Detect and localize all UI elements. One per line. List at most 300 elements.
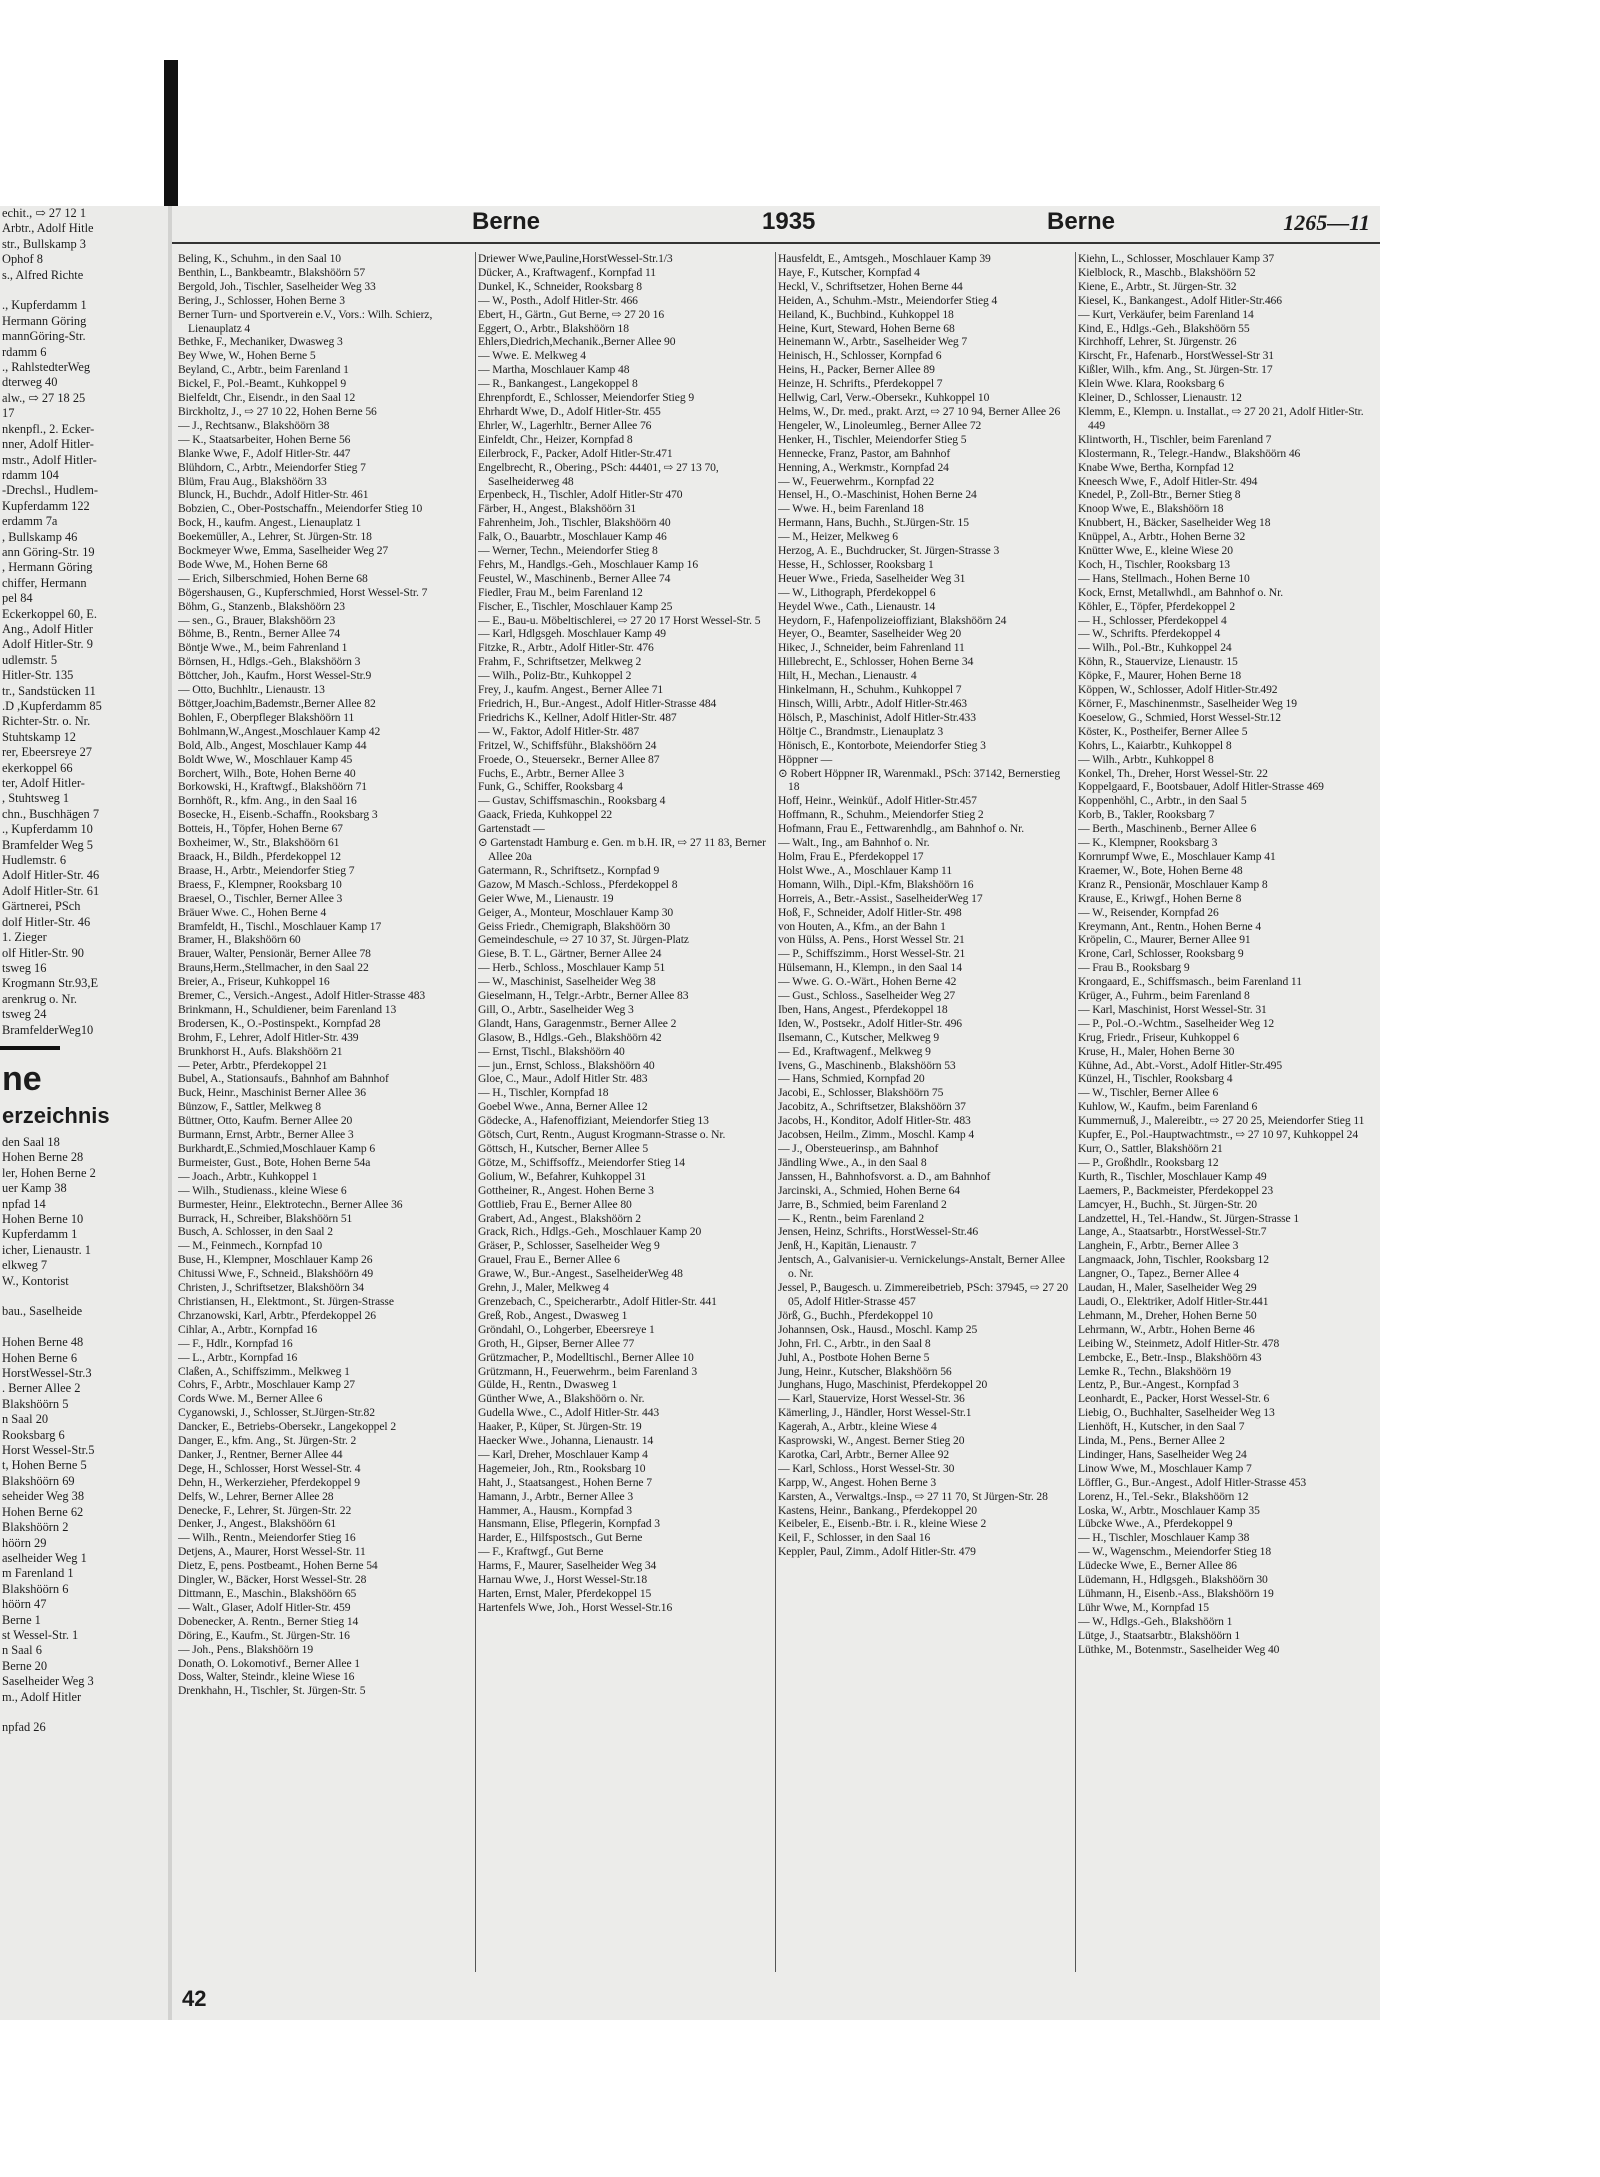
- directory-entry: Gudella Wwe., C., Adolf Hitler-Str. 443: [478, 1406, 660, 1420]
- directory-entry: Döring, E., Kaufm., St. Jürgen-Str. 16: [178, 1628, 350, 1642]
- directory-entry: Gaack, Frieda, Kuhkoppel 22: [478, 808, 613, 822]
- directory-entry: — W., Reisender, Kornpfad 26: [1078, 905, 1219, 919]
- directory-entry: Fitzke, R., Arbtr., Adolf Hitler-Str. 476: [478, 641, 654, 655]
- directory-entry: Lentz, P., Bur.-Angest., Kornpfad 3: [1078, 1378, 1239, 1392]
- directory-entry: Herzog, A. E., Buchdrucker, St. Jürgen-Strasse 3: [778, 544, 1000, 558]
- directory-entry: Heydorn, F., Hafenpolizeioffiziant, Blakshöörn 24: [778, 613, 1007, 627]
- directory-entry: — W., Wagenschm., Meiendorfer Stieg 18: [1078, 1545, 1272, 1559]
- directory-entry: Langhein, F., Arbtr., Berner Allee 3: [1078, 1239, 1239, 1253]
- previous-page-line: Hohen Berne 28: [2, 1150, 84, 1165]
- directory-entry: Löffler, G., Bur.-Angest., Adolf Hitler-Strasse 453: [1078, 1475, 1307, 1489]
- directory-entry: Holm, Frau E., Pferdekoppel 17: [778, 849, 924, 863]
- directory-entry: Giese, B. T. L., Gärtner, Berner Allee 24: [478, 947, 662, 961]
- directory-column-1: [178, 252, 474, 1698]
- previous-page-line: Rooksbarg 6: [2, 1427, 65, 1442]
- previous-page-lines-top: [0, 206, 168, 1038]
- previous-page-line: Blakshöörn 2: [2, 1520, 69, 1535]
- previous-page-line: Gärtnerei, PSch: [2, 899, 81, 914]
- directory-entry: Dancker, E., Betriebs-Obersekr., Langekoppel 2: [178, 1420, 397, 1434]
- previous-page-line: rdamm 6: [2, 344, 47, 359]
- directory-entry: — W., Hdlgs.-Geh., Blakshöörn 1: [1078, 1614, 1233, 1628]
- directory-entry: — P., Pol.-O.-Wchtm., Saselheider Weg 12: [1078, 1016, 1275, 1030]
- directory-entry: Heinemann W., Arbtr., Saselheider Weg 7: [778, 335, 968, 349]
- directory-entry: Lorenz, H., Tel.-Sekr., Blakshöörn 12: [1078, 1489, 1249, 1503]
- previous-page-line: Hermann Göring: [2, 313, 87, 328]
- directory-entry: Gräser, P., Schlosser, Saselheider Weg 9: [478, 1239, 660, 1253]
- directory-entry: Bock, H., kaufm. Angest., Lienauplatz 1: [178, 516, 362, 530]
- directory-entry: Jarre, B., Schmied, beim Farenland 2: [778, 1197, 947, 1211]
- directory-entry: Kleiner, D., Schlosser, Lienaustr. 12: [1078, 391, 1242, 405]
- previous-page-line: seheider Weg 38: [2, 1489, 85, 1504]
- directory-entry: — Wwe. G. O.-Wärt., Hohen Berne 42: [778, 975, 957, 989]
- directory-entry: Christen, J., Schriftsetzer, Blakshöörn 34: [178, 1281, 364, 1295]
- directory-entry: Burmann, Ernst, Arbtr., Berner Allee 3: [178, 1128, 354, 1142]
- directory-entry: Grawe, W., Bur.-Angest., SaselheiderWeg 48: [478, 1267, 683, 1281]
- previous-page-line: dterweg 40: [2, 375, 58, 390]
- directory-entry: Gill, O., Arbtr., Saselheider Weg 3: [478, 1002, 634, 1016]
- previous-page-line: 1. Zieger: [2, 930, 47, 945]
- previous-page-line: pel 84: [2, 591, 33, 606]
- directory-entry: Funk, G., Schiffer, Rooksbarg 4: [478, 780, 623, 794]
- previous-page-line: chiffer, Hermann: [2, 575, 87, 590]
- directory-entry: Kraemer, W., Bote, Hohen Berne 48: [1078, 863, 1243, 877]
- directory-entry: Breier, A., Friseur, Kuhkoppel 16: [178, 975, 330, 989]
- directory-entry: Linda, M., Pens., Berner Allee 2: [1078, 1434, 1225, 1448]
- directory-entry: Groth, H., Gipser, Berner Allee 77: [478, 1336, 635, 1350]
- directory-entry: Göttsch, H., Kutscher, Berner Allee 5: [478, 1142, 649, 1155]
- previous-page-line: HorstWessel-Str.3: [2, 1366, 92, 1381]
- directory-entry: Helms, W., Dr. med., prakt. Arzt, ⇨ 27 10 94, Berner Allee 26: [778, 404, 1061, 418]
- directory-entry: Leonhardt, E., Packer, Horst Wessel-Str. 6: [1078, 1392, 1270, 1406]
- directory-entry: — W., Schrifts. Pferdekoppel 4: [1078, 627, 1221, 641]
- directory-entry: Holst Wwe., A., Moschlauer Kamp 11: [778, 863, 953, 877]
- directory-entry: Golium, W., Befahrer, Kuhkoppel 31: [478, 1169, 647, 1183]
- previous-page-line: Ophof 8: [2, 252, 43, 267]
- directory-entry: Hesse, H., Schlosser, Rooksbarg 1: [778, 557, 934, 571]
- directory-entry: Lindinger, Hans, Saselheider Weg 24: [1078, 1447, 1247, 1461]
- directory-entry: Bethke, F., Mechaniker, Dwasweg 3: [178, 335, 343, 349]
- previous-page-line: Saselheider Weg 3: [2, 1674, 94, 1689]
- directory-entry: Jacobs, H., Konditor, Adolf Hitler-Str. 483: [778, 1114, 971, 1128]
- directory-entry: Böhm, G., Stanzenb., Blakshöörn 23: [178, 599, 345, 613]
- directory-entry: Heydel Wwe., Cath., Lienaustr. 14: [778, 599, 936, 613]
- previous-page-line: s., Alfred Richte: [2, 267, 84, 282]
- directory-entry: Lühmann, H., Eisenb.-Ass., Blakshöörn 19: [1078, 1587, 1274, 1600]
- directory-entry: — Hans, Schmied, Kornpfad 20: [778, 1072, 925, 1086]
- previous-page-line: tsweg 16: [2, 960, 47, 975]
- previous-page-line: tsweg 24: [2, 1007, 47, 1022]
- previous-page-line: nner, Adolf Hitler-: [2, 437, 94, 452]
- previous-page-line: Adolf Hitler-Str. 46: [2, 868, 100, 883]
- directory-entry: Knütter Wwe, E., kleine Wiese 20: [1078, 544, 1233, 558]
- directory-entry: Greß, Rob., Angest., Dwasweg 1: [478, 1308, 628, 1322]
- directory-entry: Gatermann, R., Schriftsetz., Kornpfad 9: [478, 863, 660, 877]
- directory-entry: — P., Schiffszimm., Horst Wessel-Str. 21: [778, 947, 966, 961]
- directory-entry: — Wilh., Arbtr., Kuhkoppel 8: [1078, 752, 1214, 766]
- directory-entry: Bielfeldt, Chr., Eisendr., in den Saal 12: [178, 391, 356, 405]
- directory-column-2: [478, 252, 774, 1615]
- directory-entry: Jarcinski, A., Schmied, Hohen Berne 64: [778, 1183, 960, 1197]
- previous-page-line: ann Göring-Str. 19: [2, 544, 95, 559]
- previous-page-line: höörn 29: [2, 1535, 47, 1550]
- directory-entry: — Wilh., Poliz-Btr., Kuhkoppel 2: [478, 669, 632, 683]
- directory-entry: — Karl, Schloss., Horst Wessel-Str. 30: [778, 1461, 955, 1475]
- directory-entry: Heyer, O., Beamter, Saselheider Weg 20: [778, 627, 962, 641]
- directory-entry: Harder, E., Hilfspostsch., Gut Berne: [478, 1531, 643, 1545]
- directory-entry: Ivens, G., Maschinenb., Blakshöörn 53: [778, 1058, 956, 1072]
- directory-entry: Kind, E., Hdlgs.-Geh., Blakshöörn 55: [1078, 321, 1250, 335]
- directory-entry: Geier Wwe, M., Lienaustr. 19: [478, 891, 614, 905]
- directory-entry: Gottlieb, Frau E., Berner Allee 80: [478, 1197, 632, 1211]
- previous-page-line: ., Kupferdamm 10: [2, 822, 93, 837]
- previous-page-line: Hohen Berne 10: [2, 1211, 84, 1226]
- directory-entry: Bohlen, F., Oberpfleger Blakshöörn 11: [178, 710, 355, 724]
- directory-entry: Hausfeldt, E., Amtsgeh., Moschlauer Kamp 39: [778, 252, 991, 265]
- directory-entry: Harten, Ernst, Maler, Pferdekoppel 15: [478, 1587, 652, 1600]
- directory-entry: — F., Kraftwgf., Gut Berne: [478, 1545, 604, 1559]
- previous-page-line: ., RahlstedterWeg: [2, 360, 91, 375]
- directory-entry: Haye, F., Kutscher, Kornpfad 4: [778, 265, 920, 279]
- directory-entry: Hermann, Hans, Buchh., St.Jürgen-Str. 15: [778, 516, 969, 530]
- directory-entry: — Ernst, Tischl., Blakshöörn 40: [478, 1044, 625, 1058]
- directory-entry: Dietz, E, pens. Postbeamt., Hohen Berne 54: [178, 1559, 378, 1573]
- directory-entry: Böhme, B., Rentn., Berner Allee 74: [178, 627, 341, 641]
- directory-entry: Karpp, W., Angest. Hohen Berne 3: [778, 1475, 937, 1489]
- directory-entry: Lienhöft, H., Kutscher, in den Saal 7: [1078, 1420, 1245, 1434]
- directory-entry: — H., Schlosser, Pferdekoppel 4: [1078, 613, 1227, 627]
- directory-entry: Köster, K., Postheifer, Berner Allee 5: [1078, 724, 1248, 738]
- directory-entry: Grack, Rich., Hdlgs.-Geh., Moschlauer Kamp 20: [478, 1225, 702, 1239]
- directory-entry: — H., Tischler, Moschlauer Kamp 38: [1078, 1531, 1250, 1545]
- directory-entry: Buck, Heinr., Maschinist Berner Allee 36: [178, 1086, 366, 1100]
- directory-entry: Brunkhorst H., Aufs. Blakshöörn 21: [178, 1044, 343, 1058]
- directory-entry: Dücker, A., Kraftwagenf., Kornpfad 11: [478, 265, 656, 279]
- directory-entry: Günther Wwe, A., Blakshöörn o. Nr.: [478, 1392, 645, 1406]
- directory-entry: Bobzien, C., Ober-Postschaffn., Meiendorfer Stieg 10: [178, 502, 423, 516]
- directory-entry: Haht, J., Staatsangest., Hohen Berne 7: [478, 1475, 652, 1489]
- directory-entry: Brohm, F., Lehrer, Adolf Hitler-Str. 439: [178, 1030, 359, 1044]
- previous-page-line: Krogmann Str.93,E: [2, 976, 99, 991]
- directory-entry: Köhler, E., Töpfer, Pferdekoppel 2: [1078, 599, 1236, 613]
- directory-entry: — Wilh., Studienass., kleine Wiese 6: [178, 1183, 347, 1197]
- directory-entry: ⊙ Robert Höppner IR, Warenmakl., PSch: 37142, Bernerstieg 18: [778, 766, 1061, 794]
- previous-page-line: -Drechsl., Hudlem-: [2, 483, 98, 498]
- directory-entry: Krone, Carl, Schlosser, Rooksbarg 9: [1078, 947, 1244, 961]
- directory-entry: Jacobsen, Heilm., Zimm., Moschl. Kamp 4: [778, 1128, 975, 1142]
- directory-entry: Braack, H., Bildh., Pferdekoppel 12: [178, 849, 341, 863]
- previous-page-line: mstr., Adolf Hitler-: [2, 452, 97, 467]
- directory-column-4: [1078, 252, 1374, 1657]
- previous-page-line: nkenpfl., 2. Ecker-: [2, 421, 95, 436]
- previous-page-rule: [0, 1046, 60, 1050]
- directory-entry: — W., Maschinist, Saselheider Weg 38: [478, 975, 656, 989]
- directory-entry: Knabe Wwe, Bertha, Kornpfad 12: [1078, 460, 1234, 474]
- directory-entry: Kuhlow, W., Kaufm., beim Farenland 6: [1078, 1100, 1258, 1114]
- directory-entry: Cords Wwe. M., Berner Allee 6: [178, 1392, 323, 1406]
- directory-entry: Blanke Wwe, F., Adolf Hitler-Str. 447: [178, 446, 351, 460]
- directory-entry: Jacobi, E., Schlosser, Blakshöörn 75: [778, 1086, 944, 1100]
- directory-entry: Heuer Wwe., Frieda, Saselheider Weg 31: [778, 571, 966, 585]
- directory-entry: Kornrumpf Wwe, E., Moschlauer Kamp 41: [1078, 849, 1276, 863]
- directory-entry: Lütge, J., Staatsarbtr., Blakshöörn 1: [1078, 1628, 1241, 1642]
- directory-entry: Kastens, Heinr., Bankang., Pferdekoppel 20: [778, 1503, 977, 1517]
- header-rule: [172, 242, 1380, 244]
- directory-entry: Borchert, Wilh., Bote, Hohen Berne 40: [178, 766, 356, 780]
- directory-entry: Grabert, Ad., Angest., Blakshöörn 2: [478, 1211, 641, 1225]
- directory-entry: Koppenhöhl, C., Arbtr., in den Saal 5: [1078, 794, 1247, 808]
- directory-entry: Burrack, H., Schreiber, Blakshöörn 51: [178, 1211, 353, 1225]
- directory-entry: — P., Großhdlr., Rooksbarg 12: [1078, 1155, 1219, 1169]
- directory-entry: Gartenstadt —: [478, 822, 545, 836]
- directory-entry: Keil, F., Schlosser, in den Saal 16: [778, 1531, 931, 1545]
- directory-entry: Jessel, P., Baugesch. u. Zimmereibetrieb, PSch: 37945, ⇨ 27 20 05, Adolf Hitler-Strasse 457: [778, 1281, 1069, 1308]
- directory-entry: Grauel, Frau E., Berner Allee 6: [478, 1253, 620, 1267]
- directory-entry: Burkhardt,E.,Schmied,Moschlauer Kamp 6: [178, 1142, 376, 1155]
- directory-entry: Kock, Ernst, Metallwhdl., am Bahnhof o. Nr.: [1078, 585, 1283, 599]
- directory-entry: Götsch, Curt, Rentn., August Krogmann-Strasse o. Nr.: [478, 1128, 726, 1142]
- directory-entry: Dehn, H., Werkerzieher, Pferdekoppel 9: [178, 1475, 360, 1489]
- directory-entry: Cohrs, F., Arbtr., Moschlauer Kamp 27: [178, 1378, 355, 1392]
- directory-entry: Ebert, H., Gärtn., Gut Berne, ⇨ 27 20 16: [478, 307, 665, 321]
- directory-entry: Fuchs, E., Arbtr., Berner Allee 3: [478, 766, 625, 780]
- directory-entry: Jändling Wwe., A., in den Saal 8: [778, 1155, 927, 1169]
- previous-page-line: olf Hitler-Str. 90: [2, 945, 85, 960]
- directory-entry: Delfs, W., Lehrer, Berner Allee 28: [178, 1489, 334, 1503]
- directory-entry: Boxheimer, W., Str., Blakshöörn 61: [178, 836, 340, 850]
- directory-entry: — Peter, Arbtr., Pferdekoppel 21: [178, 1058, 328, 1072]
- previous-page-line: n Saal 20: [2, 1412, 49, 1427]
- directory-entry: — Wilh., Pol.-Btr., Kuhkoppel 24: [1078, 641, 1232, 655]
- header-page-number: 1265—11: [1283, 210, 1370, 235]
- directory-entry: Dege, H., Schlosser, Horst Wessel-Str. 4: [178, 1461, 361, 1475]
- previous-page-line: Arbtr., Adolf Hitle: [2, 221, 94, 236]
- directory-entry: — M., Heizer, Melkweg 6: [778, 530, 898, 544]
- directory-entry: Lüdemann, H., Hdlgsgeh., Blakshöörn 30: [1078, 1573, 1268, 1587]
- previous-page-line: Ang., Adolf Hitler: [2, 621, 93, 636]
- directory-entry: Braesel, O., Tischler, Berner Allee 3: [178, 891, 343, 905]
- directory-entry: Janssen, H., Bahnhofsvorst. a. D., am Bahnhof: [778, 1169, 991, 1183]
- directory-entry: Heins, H., Packer, Berner Allee 89: [778, 363, 935, 377]
- directory-entry: Blunck, H., Buchdr., Adolf Hitler-Str. 461: [178, 488, 369, 502]
- directory-entry: Böntje Wwe., M., beim Fahrenland 1: [178, 641, 348, 655]
- directory-entry: — Walt., Ing., am Bahnhof o. Nr.: [778, 836, 930, 850]
- directory-entry: Hinsch, Willi, Arbtr., Adolf Hitler-Str.463: [778, 697, 967, 710]
- directory-entry: Koppelgaard, F., Bootsbauer, Adolf Hitler-Strasse 469: [1078, 780, 1324, 794]
- directory-entry: ⊙ Gartenstadt Hamburg e. Gen. m b.H. IR, ⇨ 27 11 83, Berner Allee 20a: [478, 836, 766, 863]
- directory-entry: Kneesch Wwe, F., Adolf Hitler-Str. 494: [1078, 474, 1258, 488]
- directory-entry: Hölsch, P., Maschinist, Adolf Hitler-Str.433: [778, 710, 976, 724]
- directory-entry: Klostermann, R., Telegr.-Handw., Blakshöörn 46: [1078, 446, 1301, 460]
- directory-entry: Böttger,Joachim,Bademstr.,Berner Allee 82: [178, 697, 376, 710]
- directory-entry: Brauer, Walter, Pensionär, Berner Allee 78: [178, 947, 371, 961]
- previous-page-line: höörn 47: [2, 1597, 47, 1612]
- previous-page-line: .D ,Kupferdamm 85: [2, 699, 102, 713]
- directory-entry: Loska, W., Arbtr., Moschlauer Kamp 35: [1078, 1503, 1260, 1517]
- previous-page-line: npfad 14: [2, 1196, 46, 1211]
- directory-entry: — M., Feinmech., Kornpfad 10: [178, 1239, 323, 1253]
- previous-page-line: . Berner Allee 2: [2, 1381, 81, 1396]
- directory-entry: — Hans, Stellmach., Hohen Berne 10: [1078, 571, 1250, 585]
- directory-entry: — jun., Ernst, Schloss., Blakshöörn 40: [478, 1058, 655, 1072]
- directory-entry: Detjens, A., Maurer, Horst Wessel-Str. 11: [178, 1545, 366, 1559]
- directory-entry: Hoß, F., Schneider, Adolf Hitler-Str. 498: [778, 905, 962, 919]
- directory-entry: — F., Hdlr., Kornpfad 16: [178, 1336, 293, 1350]
- directory-entry: Dittmann, E., Maschin., Blakshöörn 65: [178, 1587, 357, 1600]
- previous-page-line: Kupferdamm 1: [2, 1227, 78, 1242]
- directory-entry: Blühdorn, C., Arbtr., Meiendorfer Stieg 7: [178, 460, 366, 474]
- directory-entry: Langner, O., Tapez., Berner Allee 4: [1078, 1267, 1240, 1281]
- previous-page-subheading: erzeichnis: [2, 1102, 110, 1128]
- directory-entry: — J., Obersteuerinsp., am Bahnhof: [778, 1142, 939, 1155]
- previous-page-line: Blakshöörn 5: [2, 1396, 69, 1411]
- directory-entry: Jacobitz, A., Schriftsetzer, Blakshöörn 37: [778, 1100, 966, 1114]
- directory-entry: Drenkhahn, H., Tischler, St. Jürgen-Str. 5: [178, 1684, 366, 1698]
- previous-page-line: Richter-Str. o. Nr.: [2, 714, 91, 729]
- directory-entry: Knüppel, A., Arbtr., Hohen Berne 32: [1078, 530, 1246, 544]
- directory-entry: Lehrmann, W., Arbtr., Hohen Berne 46: [1078, 1322, 1255, 1336]
- directory-entry: Gemeindeschule, ⇨ 27 10 37, St. Jürgen-Platz: [478, 933, 689, 947]
- directory-entry: Engelbrecht, R., Obering., PSch: 44401, ⇨ 27 13 70, Saselheiderweg 48: [478, 460, 719, 488]
- previous-page-line: tr., Sandstücken 11: [2, 683, 96, 698]
- directory-entry: — H., Tischler, Kornpfad 18: [478, 1086, 609, 1100]
- previous-page-line: dolf Hitler-Str. 46: [2, 914, 91, 929]
- directory-entry: Jensen, Heinz, Schrifts., HorstWessel-Str.46: [778, 1225, 979, 1239]
- directory-entry: — Wilh., Rentn., Meiendorfer Stieg 16: [178, 1531, 356, 1545]
- directory-entry: Fahrenheim, Joh., Tischler, Blakshöörn 40: [478, 516, 671, 530]
- directory-entry: Koeselow, G., Schmied, Horst Wessel-Str.12: [1078, 710, 1281, 724]
- directory-entry: Junghans, Hugo, Maschinist, Pferdekoppel 20: [778, 1378, 988, 1392]
- directory-entry: Haaker, P., Küper, St. Jürgen-Str. 19: [478, 1420, 642, 1434]
- directory-entry: — Herb., Schloss., Moschlauer Kamp 51: [478, 961, 666, 975]
- directory-entry: Keibeler, E., Eisenb.-Btr. i. R., kleine Wiese 2: [778, 1517, 987, 1531]
- directory-entry: Hengeler, W., Linoleumleg., Berner Allee 72: [778, 418, 982, 432]
- directory-entry: Hartenfels Wwe, Joh., Horst Wessel-Str.16: [478, 1600, 673, 1614]
- directory-entry: — Joh., Pens., Blakshöörn 19: [178, 1642, 314, 1656]
- directory-entry: Bohlmann,W.,Angest.,Moschlauer Kamp 42: [178, 724, 381, 738]
- directory-entry: Hammer, A., Hausm., Kornpfad 3: [478, 1503, 632, 1517]
- column-divider: [1075, 252, 1076, 1972]
- directory-entry: — W., Feuerwehrm., Kornpfad 22: [778, 474, 935, 488]
- directory-entry: Kühne, Ad., Abt.-Vorst., Adolf Hitler-Str.495: [1078, 1058, 1283, 1072]
- directory-entry: Bögershausen, G., Kupferschmied, Horst Wessel-Str. 7: [178, 585, 428, 599]
- directory-entry: Harms, F., Maurer, Saselheider Weg 34: [478, 1559, 657, 1573]
- previous-page-line: Hudlemstr. 6: [2, 853, 67, 868]
- directory-entry: Brodersen, K., O.-Postinspekt., Kornpfad 28: [178, 1016, 381, 1030]
- column-divider: [475, 252, 476, 1972]
- directory-entry: Bergold, Joh., Tischler, Saselheider Weg 33: [178, 279, 376, 293]
- directory-entry: Jung, Heinr., Kutscher, Blakshöörn 56: [778, 1364, 952, 1378]
- directory-entry: Kreymann, Ant., Rentn., Hohen Berne 4: [1078, 919, 1262, 933]
- previous-page-line: Blakshöörn 69: [2, 1473, 75, 1488]
- directory-entry: Heinisch, H., Schlosser, Kornpfad 6: [778, 349, 942, 363]
- directory-entry: Kummernuß, J., Malereibtr., ⇨ 27 20 25, Meiendorfer Stieg 11: [1078, 1114, 1365, 1128]
- previous-page-line: BramfelderWeg10: [2, 1022, 94, 1037]
- previous-page-line: ter, Adolf Hitler-: [2, 776, 85, 791]
- previous-page-line: Adolf Hitler-Str. 61: [2, 883, 100, 898]
- directory-entry: Langmaack, John, Tischler, Rooksbarg 12: [1078, 1253, 1269, 1267]
- previous-page-line: t, Hohen Berne 5: [2, 1458, 87, 1473]
- directory-entry: Hellwig, Carl, Verw.-Obersekr., Kuhkoppel 10: [778, 391, 990, 405]
- previous-page-line: ekerkoppel 66: [2, 760, 73, 775]
- directory-entry: Kiesel, K., Bankangest., Adolf Hitler-Str.466: [1078, 293, 1282, 307]
- directory-entry: Bold, Alb., Angest, Moschlauer Kamp 44: [178, 738, 367, 752]
- directory-entry: Erpenbeck, H., Tischler, Adolf Hitler-Str 470: [478, 488, 683, 502]
- directory-entry: Laudan, H., Maler, Saselheider Weg 29: [1078, 1281, 1257, 1295]
- directory-entry: Büttner, Otto, Kaufm. Berner Allee 20: [178, 1114, 353, 1128]
- directory-entry: Ehlers,Diedrich,Mechanik.,Berner Allee 90: [478, 335, 676, 349]
- directory-entry: Haecker Wwe., Johanna, Lienaustr. 14: [478, 1434, 654, 1448]
- directory-entry: — Erich, Silberschmied, Hohen Berne 68: [178, 571, 368, 585]
- directory-entry: — Kurt, Verkäufer, beim Farenland 14: [1078, 307, 1254, 321]
- directory-entry: Börnsen, H., Hdlgs.-Geh., Blakshöörn 3: [178, 655, 361, 669]
- directory-entry: Dingler, W., Bäcker, Horst Wessel-Str. 28: [178, 1573, 367, 1587]
- directory-entry: Berner Turn- und Sportverein e.V., Vors.: Wilh. Schierz, Lienauplatz 4: [178, 307, 433, 335]
- directory-entry: — W., Faktor, Adolf Hitler-Str. 487: [478, 724, 640, 738]
- directory-entry: Hikec, J., Schneider, beim Fahrenland 11: [778, 641, 965, 655]
- directory-entry: Bode Wwe, M., Hohen Berne 68: [178, 557, 328, 571]
- directory-entry: Harnau Wwe, J., Horst Wessel-Str.18: [478, 1573, 648, 1587]
- directory-entry: Cyganowski, J., Schlosser, St.Jürgen-Str.82: [178, 1406, 375, 1420]
- directory-entry: Jörß, G., Buchh., Pferdekoppel 10: [778, 1308, 933, 1322]
- directory-entry: Jenß, H., Kapitän, Lienaustr. 7: [778, 1239, 917, 1253]
- directory-entry: Heine, Kurt, Steward, Hohen Berne 68: [778, 321, 955, 335]
- directory-entry: Lübcke Wwe., A., Pferdekoppel 9: [1078, 1517, 1233, 1531]
- directory-entry: Doss, Walter, Steindr., kleine Wiese 16: [178, 1670, 355, 1684]
- directory-entry: Bosecke, H., Eisenb.-Schaffn., Rooksbarg 3: [178, 808, 378, 822]
- directory-entry: Kiehn, L., Schlosser, Moschlauer Kamp 37: [1078, 252, 1275, 265]
- directory-entry: Ehrenpfordt, E., Schlosser, Meiendorfer Stieg 9: [478, 391, 695, 405]
- directory-entry: Lüthke, M., Botenmstr., Saselheider Weg 40: [1078, 1642, 1280, 1656]
- directory-entry: — W., Posth., Adolf Hitler-Str. 466: [478, 293, 638, 307]
- directory-entry: Grenzebach, C., Speicherarbtr., Adolf Hitler-Str. 441: [478, 1294, 717, 1308]
- directory-entry: Frey, J., kaufm. Angest., Berner Allee 71: [478, 683, 664, 697]
- directory-entry: Kohrs, L., Kaiarbtr., Kuhkoppel 8: [1078, 738, 1232, 752]
- directory-entry: Laemers, P., Backmeister, Pferdekoppel 23: [1078, 1183, 1274, 1197]
- previous-page-fragment: [0, 206, 168, 2020]
- previous-page-line: m., Adolf Hitler: [2, 1689, 82, 1704]
- directory-entry: — Karl, Maschinist, Horst Wessel-Str. 31: [1078, 1002, 1267, 1016]
- directory-entry: Donath, O. Lokomotivf., Berner Allee 1: [178, 1656, 360, 1670]
- directory-entry: — Gust., Schloss., Saselheider Weg 27: [778, 989, 956, 1003]
- directory-entry: Köpke, F., Maurer, Hohen Berne 18: [1078, 669, 1242, 683]
- directory-entry: Klemm, E., Klempn. u. Installat., ⇨ 27 20 21, Adolf Hitler-Str. 449: [1078, 404, 1364, 432]
- previous-page-line: rdamm 104: [2, 467, 59, 482]
- directory-entry: Bramer, H., Blakshöörn 60: [178, 933, 301, 947]
- previous-page-line: m Farenland 1: [2, 1566, 74, 1581]
- previous-page-line: Adolf Hitler-Str. 9: [2, 637, 93, 652]
- directory-entry: Hoff, Heinr., Weinküf., Adolf Hitler-Str.457: [778, 794, 977, 808]
- previous-page-line: echit., ⇨ 27 12 1: [2, 206, 87, 220]
- directory-entry: Gülde, H., Rentn., Dwasweg 1: [478, 1378, 618, 1392]
- directory-entry: — Otto, Buchhltr., Lienaustr. 13: [178, 683, 325, 697]
- directory-entry: — W., Tischler, Berner Allee 6: [1078, 1086, 1219, 1100]
- previous-page-line: npfad 26: [2, 1720, 46, 1735]
- directory-entry: Buse, H., Klempner, Moschlauer Kamp 26: [178, 1253, 373, 1267]
- directory-entry: Kielblock, R., Maschb., Blakshöörn 52: [1078, 265, 1256, 279]
- directory-entry: Bey Wwe, W., Hohen Berne 5: [178, 349, 316, 363]
- directory-entry: Beyland, C., Arbtr., beim Farenland 1: [178, 363, 349, 377]
- directory-entry: Hilt, H., Mechan., Lienaustr. 4: [778, 669, 917, 683]
- page-header: [172, 206, 1380, 242]
- directory-page: [172, 206, 1380, 2020]
- directory-entry: Fehrs, M., Handlgs.-Geh., Moschlauer Kamp 16: [478, 557, 699, 571]
- previous-page-line: Hitler-Str. 135: [2, 668, 74, 683]
- directory-entry: Höltje C., Brandmstr., Lienauplatz 3: [778, 724, 944, 738]
- directory-entry: Hensel, H., O.-Maschinist, Hohen Berne 24: [778, 488, 977, 502]
- directory-entry: Hansmann, Elise, Pflegerin, Kornpfad 3: [478, 1517, 660, 1531]
- previous-page-heading: ne: [2, 1059, 42, 1098]
- directory-entry: Bubel, A., Stationsaufs., Bahnhof am Bahnhof: [178, 1072, 389, 1086]
